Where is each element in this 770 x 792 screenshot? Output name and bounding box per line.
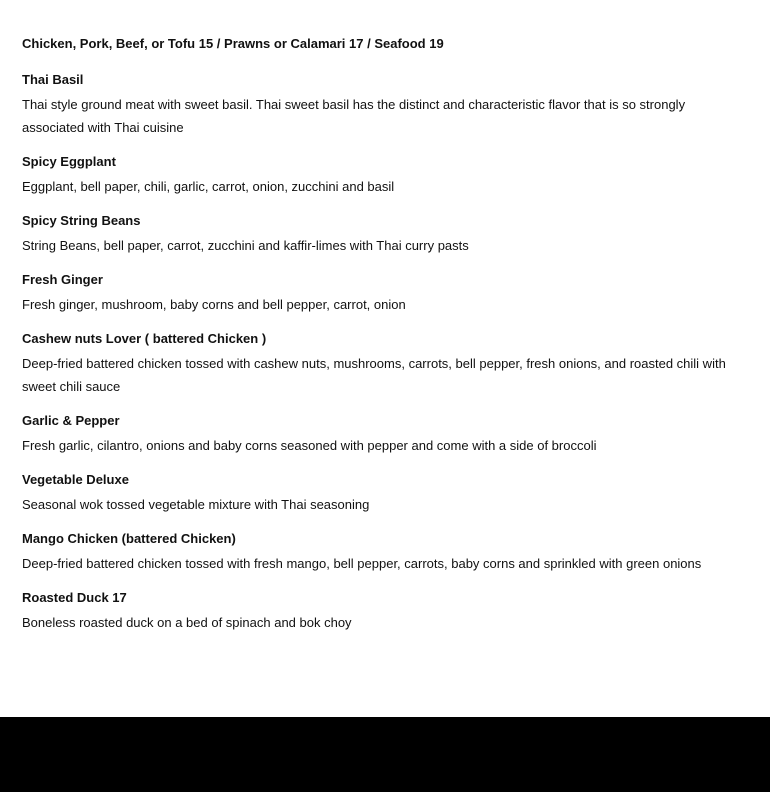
menu-item: [22, 529, 750, 575]
item-name: Cashew nuts Lover ( battered Chicken ): [22, 331, 267, 346]
item-description: Boneless roasted duck on a bed of spinach and bok choy: [22, 615, 352, 630]
item-description: Fresh garlic, cilantro, onions and baby corns seasoned with pepper and come with a side of broccoli: [22, 438, 597, 453]
menu-item: [22, 70, 750, 139]
menu-item: [22, 270, 750, 316]
menu-item: [22, 411, 750, 457]
item-name: Vegetable Deluxe: [22, 472, 129, 487]
item-name: Thai Basil: [22, 72, 84, 87]
menu-item: [22, 470, 750, 516]
item-description: Seasonal wok tossed vegetable mixture with Thai seasoning: [22, 497, 370, 512]
item-description: Fresh ginger, mushroom, baby corns and bell pepper, carrot, onion: [22, 297, 406, 312]
item-name: Garlic & Pepper: [22, 413, 120, 428]
item-name: Spicy String Beans: [22, 213, 141, 228]
pricing-line: Chicken, Pork, Beef, or Tofu 15 / Prawns or Calamari 17 / Seafood 19: [22, 36, 444, 51]
menu-item: [22, 152, 750, 198]
item-name: Mango Chicken (battered Chicken): [22, 531, 236, 546]
item-description: Thai style ground meat with sweet basil. Thai sweet basil has the distinct and characteristic flavor that is so strongly associated with Thai cuisine: [22, 97, 686, 135]
item-description: String Beans, bell paper, carrot, zucchini and kaffir-limes with Thai curry pasts: [22, 238, 469, 253]
item-description: Deep-fried battered chicken tossed with fresh mango, bell pepper, carrots, baby corns and sprinkled with green onions: [22, 556, 702, 571]
footer-bar: [0, 717, 770, 792]
menu-item: [22, 588, 750, 634]
item-name: Spicy Eggplant: [22, 154, 116, 169]
menu-item: [22, 329, 750, 398]
menu-item: [22, 211, 750, 257]
menu-section: [22, 34, 750, 647]
item-description: Deep-fried battered chicken tossed with cashew nuts, mushrooms, carrots, bell pepper, fresh onions, and roasted chili with sweet chili sauce: [22, 356, 726, 394]
item-name: Roasted Duck 17: [22, 590, 127, 605]
item-description: Eggplant, bell paper, chili, garlic, carrot, onion, zucchini and basil: [22, 179, 395, 194]
item-name: Fresh Ginger: [22, 272, 103, 287]
